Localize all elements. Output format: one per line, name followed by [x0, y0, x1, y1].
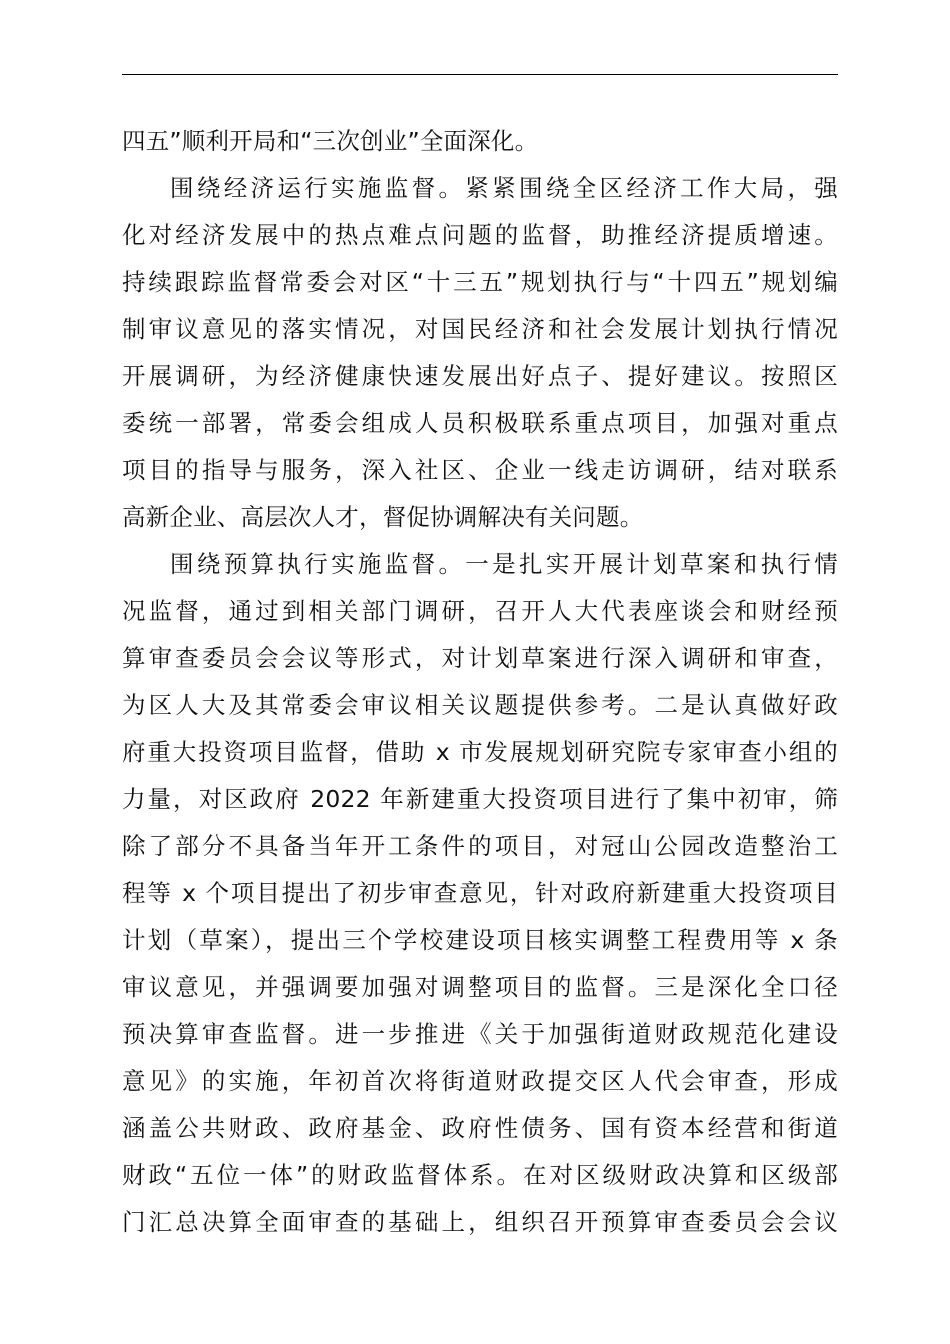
- paragraph-start-line: 围绕预算执行实施监督。一是扎实开展计划草案和执行情: [170, 550, 838, 578]
- text-line: 财政“五位一体”的财政监督体系。在对区级财政决算和区级部: [122, 1161, 838, 1189]
- text-line: 高新企业、高层次人才，督促协调解决有关问题。: [122, 503, 644, 531]
- text-line: 涵盖公共财政、政府基金、政府性债务、国有资本经营和街道: [122, 1114, 838, 1142]
- text-line: 程等 x 个项目提出了初步审查意见，针对政府新建重大投资项目: [122, 879, 838, 907]
- header-rule: [122, 74, 838, 75]
- text-line: 预决算审查监督。进一步推进《关于加强街道财政规范化建设: [122, 1020, 838, 1048]
- text-line: 意见》的实施，年初首次将街道财政提交区人代会审查，形成: [122, 1067, 838, 1095]
- text-line: 项目的指导与服务，深入社区、企业一线走访调研，结对联系: [122, 456, 838, 484]
- text-line: 算审查委员会会议等形式，对计划草案进行深入调研和审查，: [122, 644, 838, 672]
- text-line: 审议意见，并强调要加强对调整项目的监督。三是深化全口径: [122, 973, 838, 1001]
- text-line: 四五”顺利开局和“三次创业”全面深化。: [122, 127, 539, 155]
- text-line: 力量，对区政府 2022 年新建重大投资项目进行了集中初审，筛: [122, 785, 838, 813]
- text-line: 开展调研，为经济健康快速发展出好点子、提好建议。按照区: [122, 362, 838, 390]
- text-line: 计划（草案），提出三个学校建设项目核实调整工程费用等 x 条: [122, 926, 838, 954]
- text-line: 除了部分不具备当年开工条件的项目，对冠山公园改造整治工: [122, 832, 838, 860]
- text-line: 化对经济发展中的热点难点问题的监督，助推经济提质增速。: [122, 221, 838, 249]
- text-line: 门汇总决算全面审查的基础上，组织召开预算审查委员会会议: [122, 1208, 838, 1236]
- text-line: 持续跟踪监督常委会对区“十三五”规划执行与“十四五”规划编: [122, 268, 838, 296]
- text-line: 制审议意见的落实情况，对国民经济和社会发展计划执行情况: [122, 315, 838, 343]
- document-body: [122, 118, 838, 1246]
- text-line: 委统一部署，常委会组成人员积极联系重点项目，加强对重点: [122, 409, 838, 437]
- text-line: 况监督，通过到相关部门调研，召开人大代表座谈会和财经预: [122, 597, 838, 625]
- text-line: 府重大投资项目监督，借助 x 市发展规划研究院专家审查小组的: [122, 738, 838, 766]
- text-line: 为区人大及其常委会审议相关议题提供参考。二是认真做好政: [122, 691, 838, 719]
- paragraph-start-line: 围绕经济运行实施监督。紧紧围绕全区经济工作大局，强: [170, 174, 838, 202]
